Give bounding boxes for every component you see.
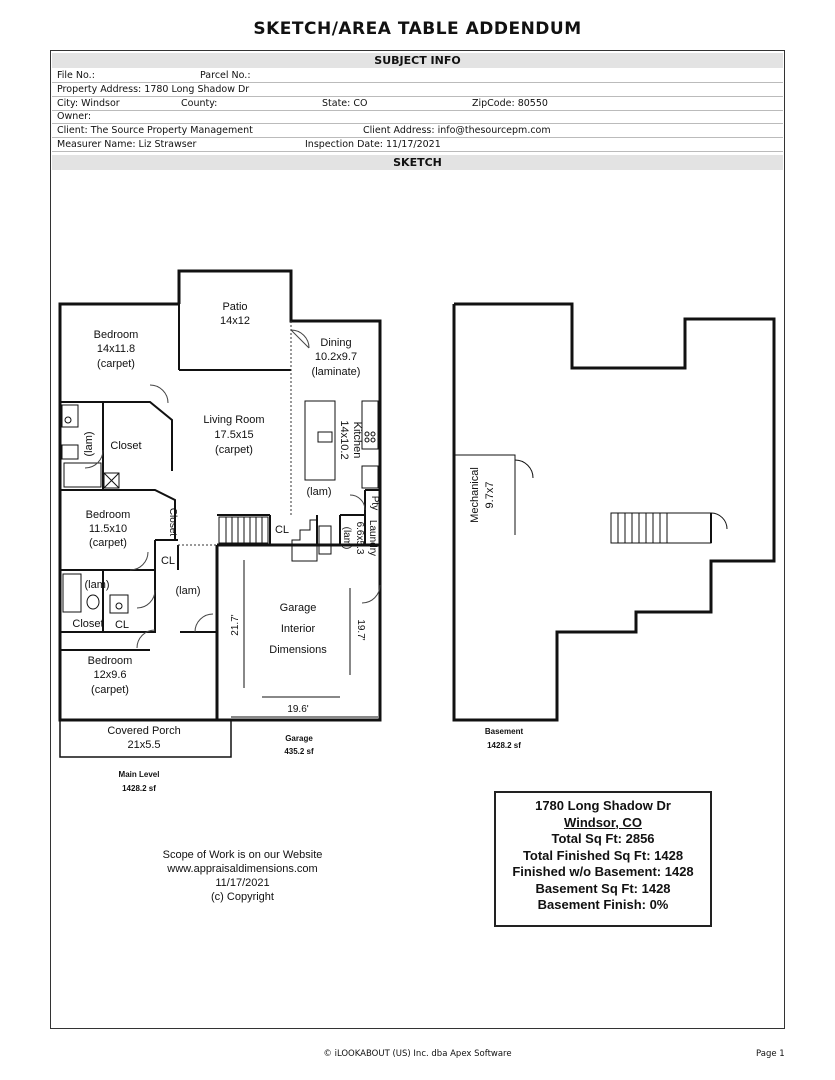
garage-label-2: Interior: [280, 623, 316, 635]
kitchen-label: Kitchen: [351, 421, 363, 459]
garage-area-sf: 435.2 sf: [284, 747, 314, 756]
bedroom1-label: Bedroom: [93, 329, 139, 341]
area-summary-box: [494, 791, 712, 927]
county: County:: [181, 98, 218, 109]
cl2-label: CL: [160, 555, 176, 567]
laundry-label: Laundry: [367, 519, 378, 557]
bedroom2-floor: (carpet): [89, 537, 127, 549]
laundry-floor: (lam): [341, 526, 352, 550]
cl3-label: CL: [114, 619, 130, 631]
dining-floor: (laminate): [311, 366, 361, 378]
bedroom3-floor: (carpet): [91, 684, 129, 696]
zipcode: ZipCode: 80550: [472, 98, 548, 109]
file-no: File No.:: [57, 70, 95, 81]
mechanical-label: Mechanical: [469, 467, 481, 523]
summary-city: Windsor, CO: [564, 814, 642, 830]
scope-line-3: 11/17/2021: [215, 877, 270, 889]
scope-line-1: Scope of Work is on our Website: [162, 849, 323, 861]
mechanical-dim: 9.7x7: [484, 481, 496, 509]
closet3-label: Closet: [72, 618, 104, 630]
city: City: Windsor: [57, 98, 120, 109]
garage-dim-bottom: 19.6': [287, 704, 309, 715]
laundry-dim: 6.6x5.3: [354, 521, 365, 555]
basement-walls: [454, 304, 774, 720]
footer-copyright: © iLOOKABOUT (US) Inc. dba Apex Software: [323, 1049, 512, 1059]
living-floor: (carpet): [215, 444, 253, 456]
patio-label: Patio: [222, 301, 248, 313]
parcel-no: Parcel No.:: [200, 70, 251, 81]
summary-address: 1780 Long Shadow Dr: [535, 798, 671, 813]
bath1-lam: (lam): [83, 431, 95, 457]
summary-basement-sqft: Basement Sq Ft: 1428: [535, 880, 671, 896]
summary-finished-wo-basement: Finished w/o Basement: 1428: [512, 864, 694, 879]
sketch-header: SKETCH: [52, 155, 783, 170]
garage-area-label: Garage: [285, 734, 313, 743]
closet2-label: Closet: [167, 507, 178, 537]
patio-dim: 14x12: [220, 315, 250, 327]
garage-dim-left: 21.7': [230, 614, 241, 636]
page-title: SKETCH/AREA TABLE ADDENDUM: [253, 19, 582, 39]
summary-total-sqft: Total Sq Ft: 2856: [551, 831, 655, 846]
kitchen-lam: (lam): [306, 486, 332, 498]
dining-dim: 10.2x9.7: [314, 351, 358, 363]
page-number: Page 1: [756, 1049, 785, 1059]
summary-basement-finish: Basement Finish: 0%: [537, 897, 669, 912]
client: Client: The Source Property Management: [57, 125, 253, 136]
bedroom2-label: Bedroom: [85, 509, 131, 521]
living-label: Living Room: [203, 414, 265, 426]
bedroom3-label: Bedroom: [87, 655, 133, 667]
closet1-label: Closet: [110, 440, 142, 452]
scope-line-2: www.appraisaldimensions.com: [167, 863, 318, 875]
bath2-lam: (lam): [84, 579, 110, 591]
measurer: Measurer Name: Liz Strawser: [57, 139, 197, 150]
bedroom1-dim: 14x11.8: [96, 343, 136, 355]
covered-porch-label: Covered Porch: [107, 725, 181, 737]
bedroom3-dim: 12x9.6: [93, 669, 127, 681]
garage-dim-right: 19.7': [355, 619, 366, 641]
owner: Owner:: [57, 111, 92, 122]
scope-of-work: [140, 848, 345, 904]
main-level-sf: 1428.2 sf: [122, 784, 156, 793]
summary-total-finished: Total Finished Sq Ft: 1428: [522, 847, 684, 863]
client-address: Client Address: info@thesourcepm.com: [363, 125, 551, 136]
inspection-date: Inspection Date: 11/17/2021: [305, 139, 441, 150]
dining-label: Dining: [320, 337, 352, 349]
basement-sf: 1428.2 sf: [487, 741, 521, 750]
bedroom2-dim: 11.5x10: [88, 523, 128, 535]
living-dim: 17.5x15: [214, 429, 254, 441]
basement-label: Basement: [484, 727, 524, 736]
cl1-label: CL: [274, 524, 290, 536]
property-address: Property Address: 1780 Long Shadow Dr: [57, 84, 250, 95]
subject-info-header: SUBJECT INFO: [52, 53, 783, 68]
state: State: CO: [322, 98, 368, 109]
scope-line-4: (c) Copyright: [211, 891, 274, 903]
kitchen-dim: 14x10.2: [338, 420, 350, 460]
pantry-label: Pty: [369, 495, 380, 511]
garage-label-1: Garage: [279, 602, 317, 614]
covered-porch-dim: 21x5.5: [127, 739, 161, 751]
bedroom1-floor: (carpet): [97, 358, 135, 370]
garage-label-3: Dimensions: [269, 644, 327, 656]
hall-lam: (lam): [175, 585, 201, 597]
main-level-label: Main Level: [118, 770, 160, 779]
